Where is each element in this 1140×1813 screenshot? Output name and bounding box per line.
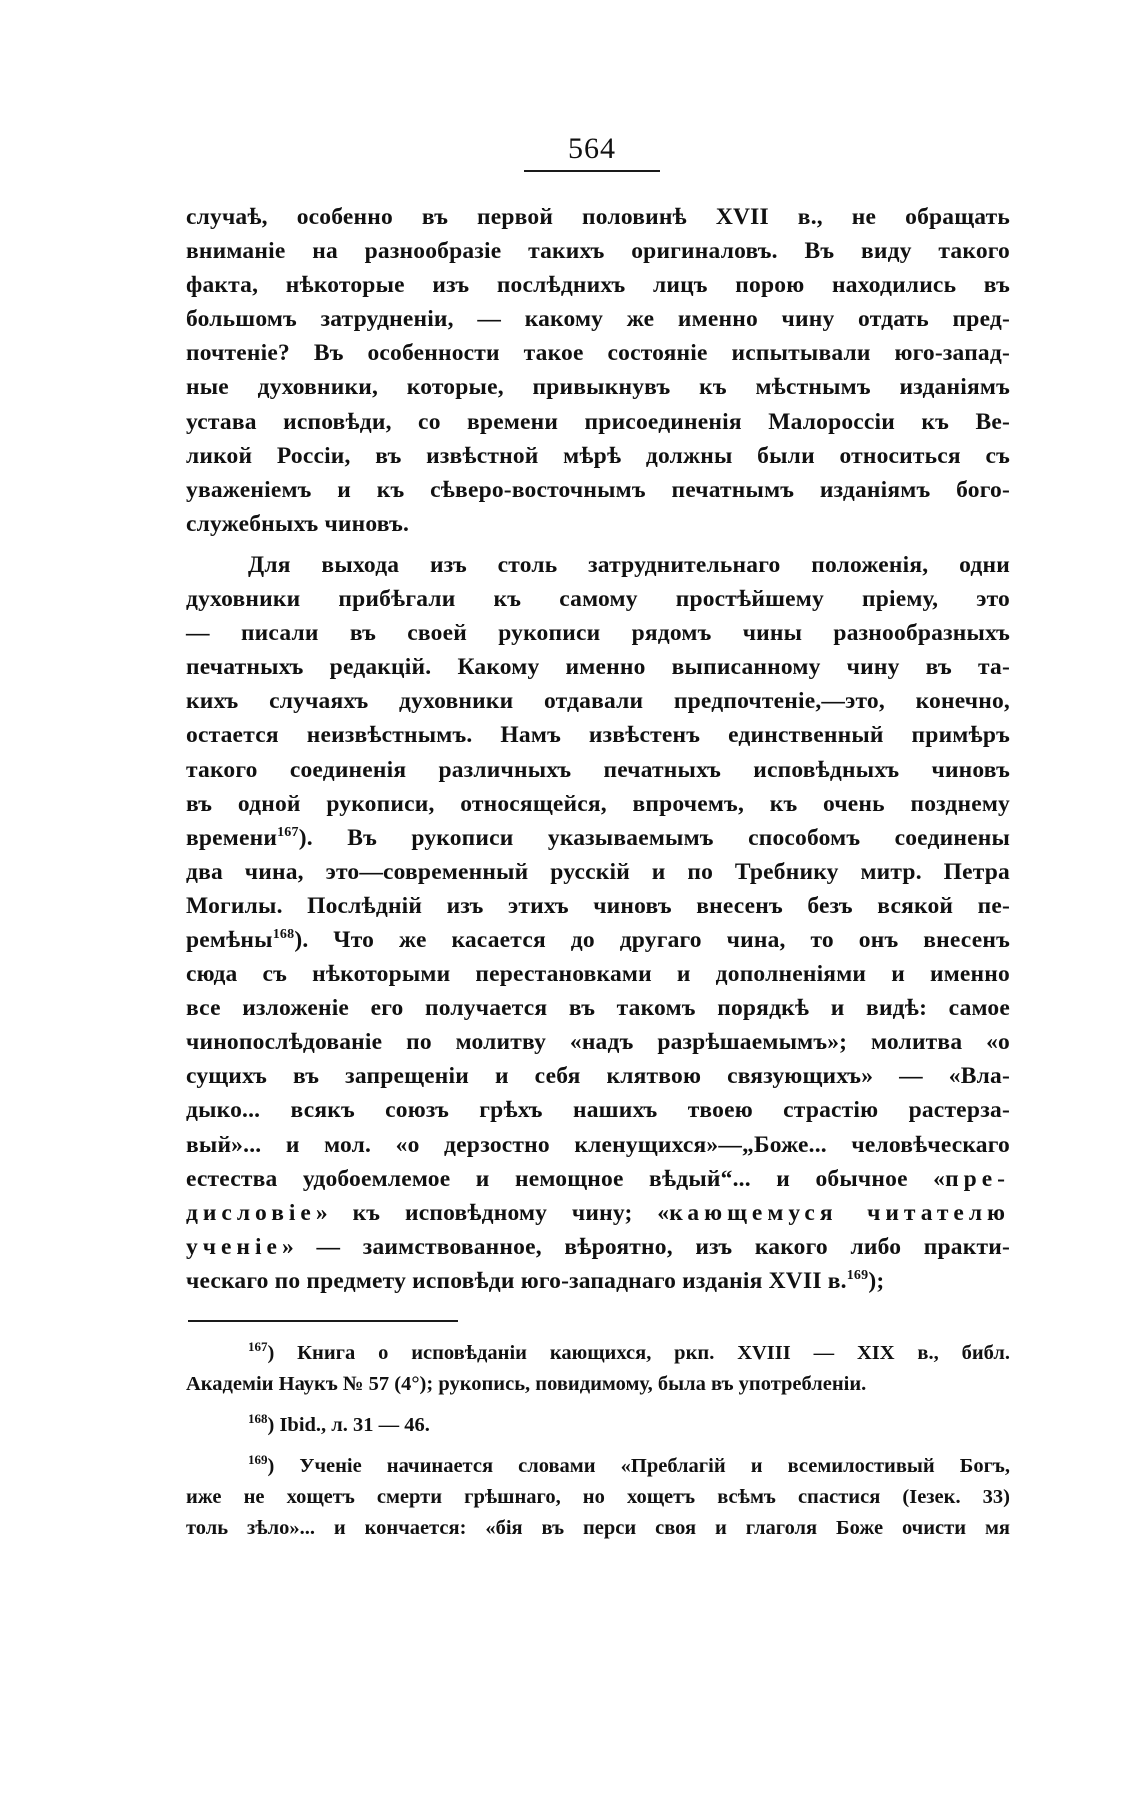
text-line — [186, 821, 1010, 855]
text-fragment: ремѣны — [186, 926, 273, 953]
footnote-mark: 168 — [248, 1411, 268, 1427]
text-line: вниманіе на разнообразіе такихъ оригиналовъ. Въ виду такого — [186, 238, 1010, 265]
text-line — [186, 1230, 1010, 1264]
text-fragment: ) Книга о исповѣданіи кающихся, ркп. XVIII — XIX в., библ. — [267, 1342, 1010, 1364]
text-line: такого соединенія различныхъ печатныхъ исповѣдныхъ чиновъ — [186, 756, 1010, 783]
page-number-underline — [524, 170, 660, 172]
text-line: дыко... всякъ союзъ грѣхъ нашихъ твоею страстію растерза- — [186, 1097, 1010, 1124]
text-line — [186, 1264, 1010, 1298]
text-line: остается неизвѣстнымъ. Намъ извѣстенъ единственный примѣръ — [186, 722, 1010, 749]
paragraph-gap — [186, 541, 1010, 548]
footnotes — [186, 1338, 1010, 1554]
text-line: факта, нѣкоторые изъ послѣднихъ лицъ порою находились въ — [186, 272, 1010, 299]
text-line: Для выхода изъ столь затруднительнаго положенія, одни — [248, 551, 1010, 578]
main-text — [186, 200, 1010, 1298]
spaced-text: пре- — [945, 1165, 1010, 1192]
text-line: кихъ случаяхъ духовники отдавали предпочтеніе,—это, конечно, — [186, 688, 1010, 715]
text-fragment: времени — [186, 824, 278, 851]
footnote-line: Академіи Наукъ № 57 (4°); рукопись, повидимому, была въ употребленіи. — [186, 1373, 867, 1395]
footnote-line — [186, 1410, 1010, 1441]
text-fragment: ) Ученіе начинается словами «Преблагій и всемилостивый Богъ, — [267, 1455, 1010, 1477]
footnote-169 — [186, 1451, 1010, 1544]
text-line: вый»... и мол. «о дерзостно кленущихся»—„Боже... человѣческаго — [186, 1131, 1010, 1158]
footnote-line: толь зѣло»... и кончается: «бія въ перси своя и глаголя Боже очисти мя — [186, 1517, 1010, 1539]
spaced-text: кающемуся читателю — [669, 1199, 1010, 1226]
page-number: 564 — [568, 132, 616, 165]
spaced-text: дисловіе — [186, 1199, 316, 1226]
text-line: ликой Россіи, въ извѣстной мѣрѣ должны были относиться съ — [186, 442, 1010, 469]
text-fragment: » — заимствованное, вѣроятно, изъ какого либо практи- — [281, 1233, 1010, 1260]
footnote-167 — [186, 1338, 1010, 1400]
text-fragment: ) Ibid., л. 31 — 46. — [267, 1414, 430, 1436]
footnote-mark: 169 — [248, 1452, 268, 1468]
footnote-line — [186, 1338, 1010, 1369]
text-line: большомъ затрудненіи, — какому же именно чину отдать пред- — [186, 306, 1010, 333]
text-line: въ одной рукописи, относящейся, впрочемъ, къ очень позднему — [186, 790, 1010, 817]
footnote-ref-167[interactable]: 167 — [277, 824, 299, 840]
text-fragment: » къ исповѣдному чину; « — [315, 1199, 670, 1226]
text-line: служебныхъ чиновъ. — [186, 510, 410, 537]
text-line: все изложеніе его получается въ такомъ порядкѣ и видѣ: самое — [186, 995, 1010, 1022]
footnote-ref-168[interactable]: 168 — [272, 927, 295, 943]
footnote-ref-169[interactable]: 169 — [846, 1268, 869, 1284]
text-line: сущихъ въ запрещеніи и себя клятвою связующихъ» — «Вла- — [186, 1063, 1010, 1090]
text-line: ные духовники, которые, привыкнувъ къ мѣстнымъ изданіямъ — [186, 374, 1010, 401]
footnote-mark: 167 — [248, 1339, 268, 1355]
text-line: два чина, это—современный русскій и по Требнику митр. Петра — [186, 858, 1010, 885]
text-line: печатныхъ редакцій. Какому именно выписанному чину въ та- — [186, 654, 1010, 681]
text-line: духовники прибѣгали къ самому простѣйшему пріему, это — [186, 586, 1010, 613]
text-fragment: естества удобоемлемое и немощное вѣдый“... и обычное « — [186, 1165, 946, 1192]
text-line: уваженіемъ и къ сѣверо-восточнымъ печатнымъ изданіямъ бого- — [186, 476, 1010, 503]
text-line: сюда съ нѣкоторыми перестановками и дополненіями и именно — [186, 961, 1010, 988]
text-line — [186, 1162, 1010, 1196]
footnote-line — [186, 1451, 1010, 1482]
text-fragment: ); — [868, 1267, 885, 1294]
text-fragment: ческаго по предмету исповѣди юго-западнаго изданія XVII в. — [186, 1267, 847, 1294]
text-line: случаѣ, особенно въ первой половинѣ XVII в., не обращать — [186, 204, 1010, 230]
text-line: Могилы. Послѣдній изъ этихъ чиновъ внесенъ безъ всякой пе- — [186, 892, 1010, 919]
text-line: устава исповѣди, со времени присоединенія Малороссіи къ Ве- — [186, 408, 1010, 435]
paragraph-1 — [186, 200, 1010, 541]
spaced-text: ученіе — [186, 1233, 282, 1260]
paragraph-2 — [186, 548, 1010, 1298]
text-line: чинопослѣдованіе по молитву «надъ разрѣшаемымъ»; молитва «о — [186, 1029, 1010, 1056]
text-line — [186, 923, 1010, 957]
text-fragment: ). Что же касается до другаго чина, то онъ внесенъ — [294, 926, 1010, 953]
footnote-separator — [188, 1320, 458, 1322]
text-line — [186, 1196, 1010, 1230]
text-line: почтеніе? Въ особенности такое состояніе испытывали юго-запад- — [186, 340, 1010, 367]
footnote-168 — [186, 1410, 1010, 1441]
text-fragment: ). Въ рукописи указываемымъ способомъ соединены — [298, 824, 1010, 851]
text-line: — писали въ своей рукописи рядомъ чины разнообразныхъ — [186, 620, 1010, 647]
footnote-line: иже не хощетъ смерти грѣшнаго, но хощетъ всѣмъ спастися (Iезек. 33) — [186, 1486, 1010, 1508]
